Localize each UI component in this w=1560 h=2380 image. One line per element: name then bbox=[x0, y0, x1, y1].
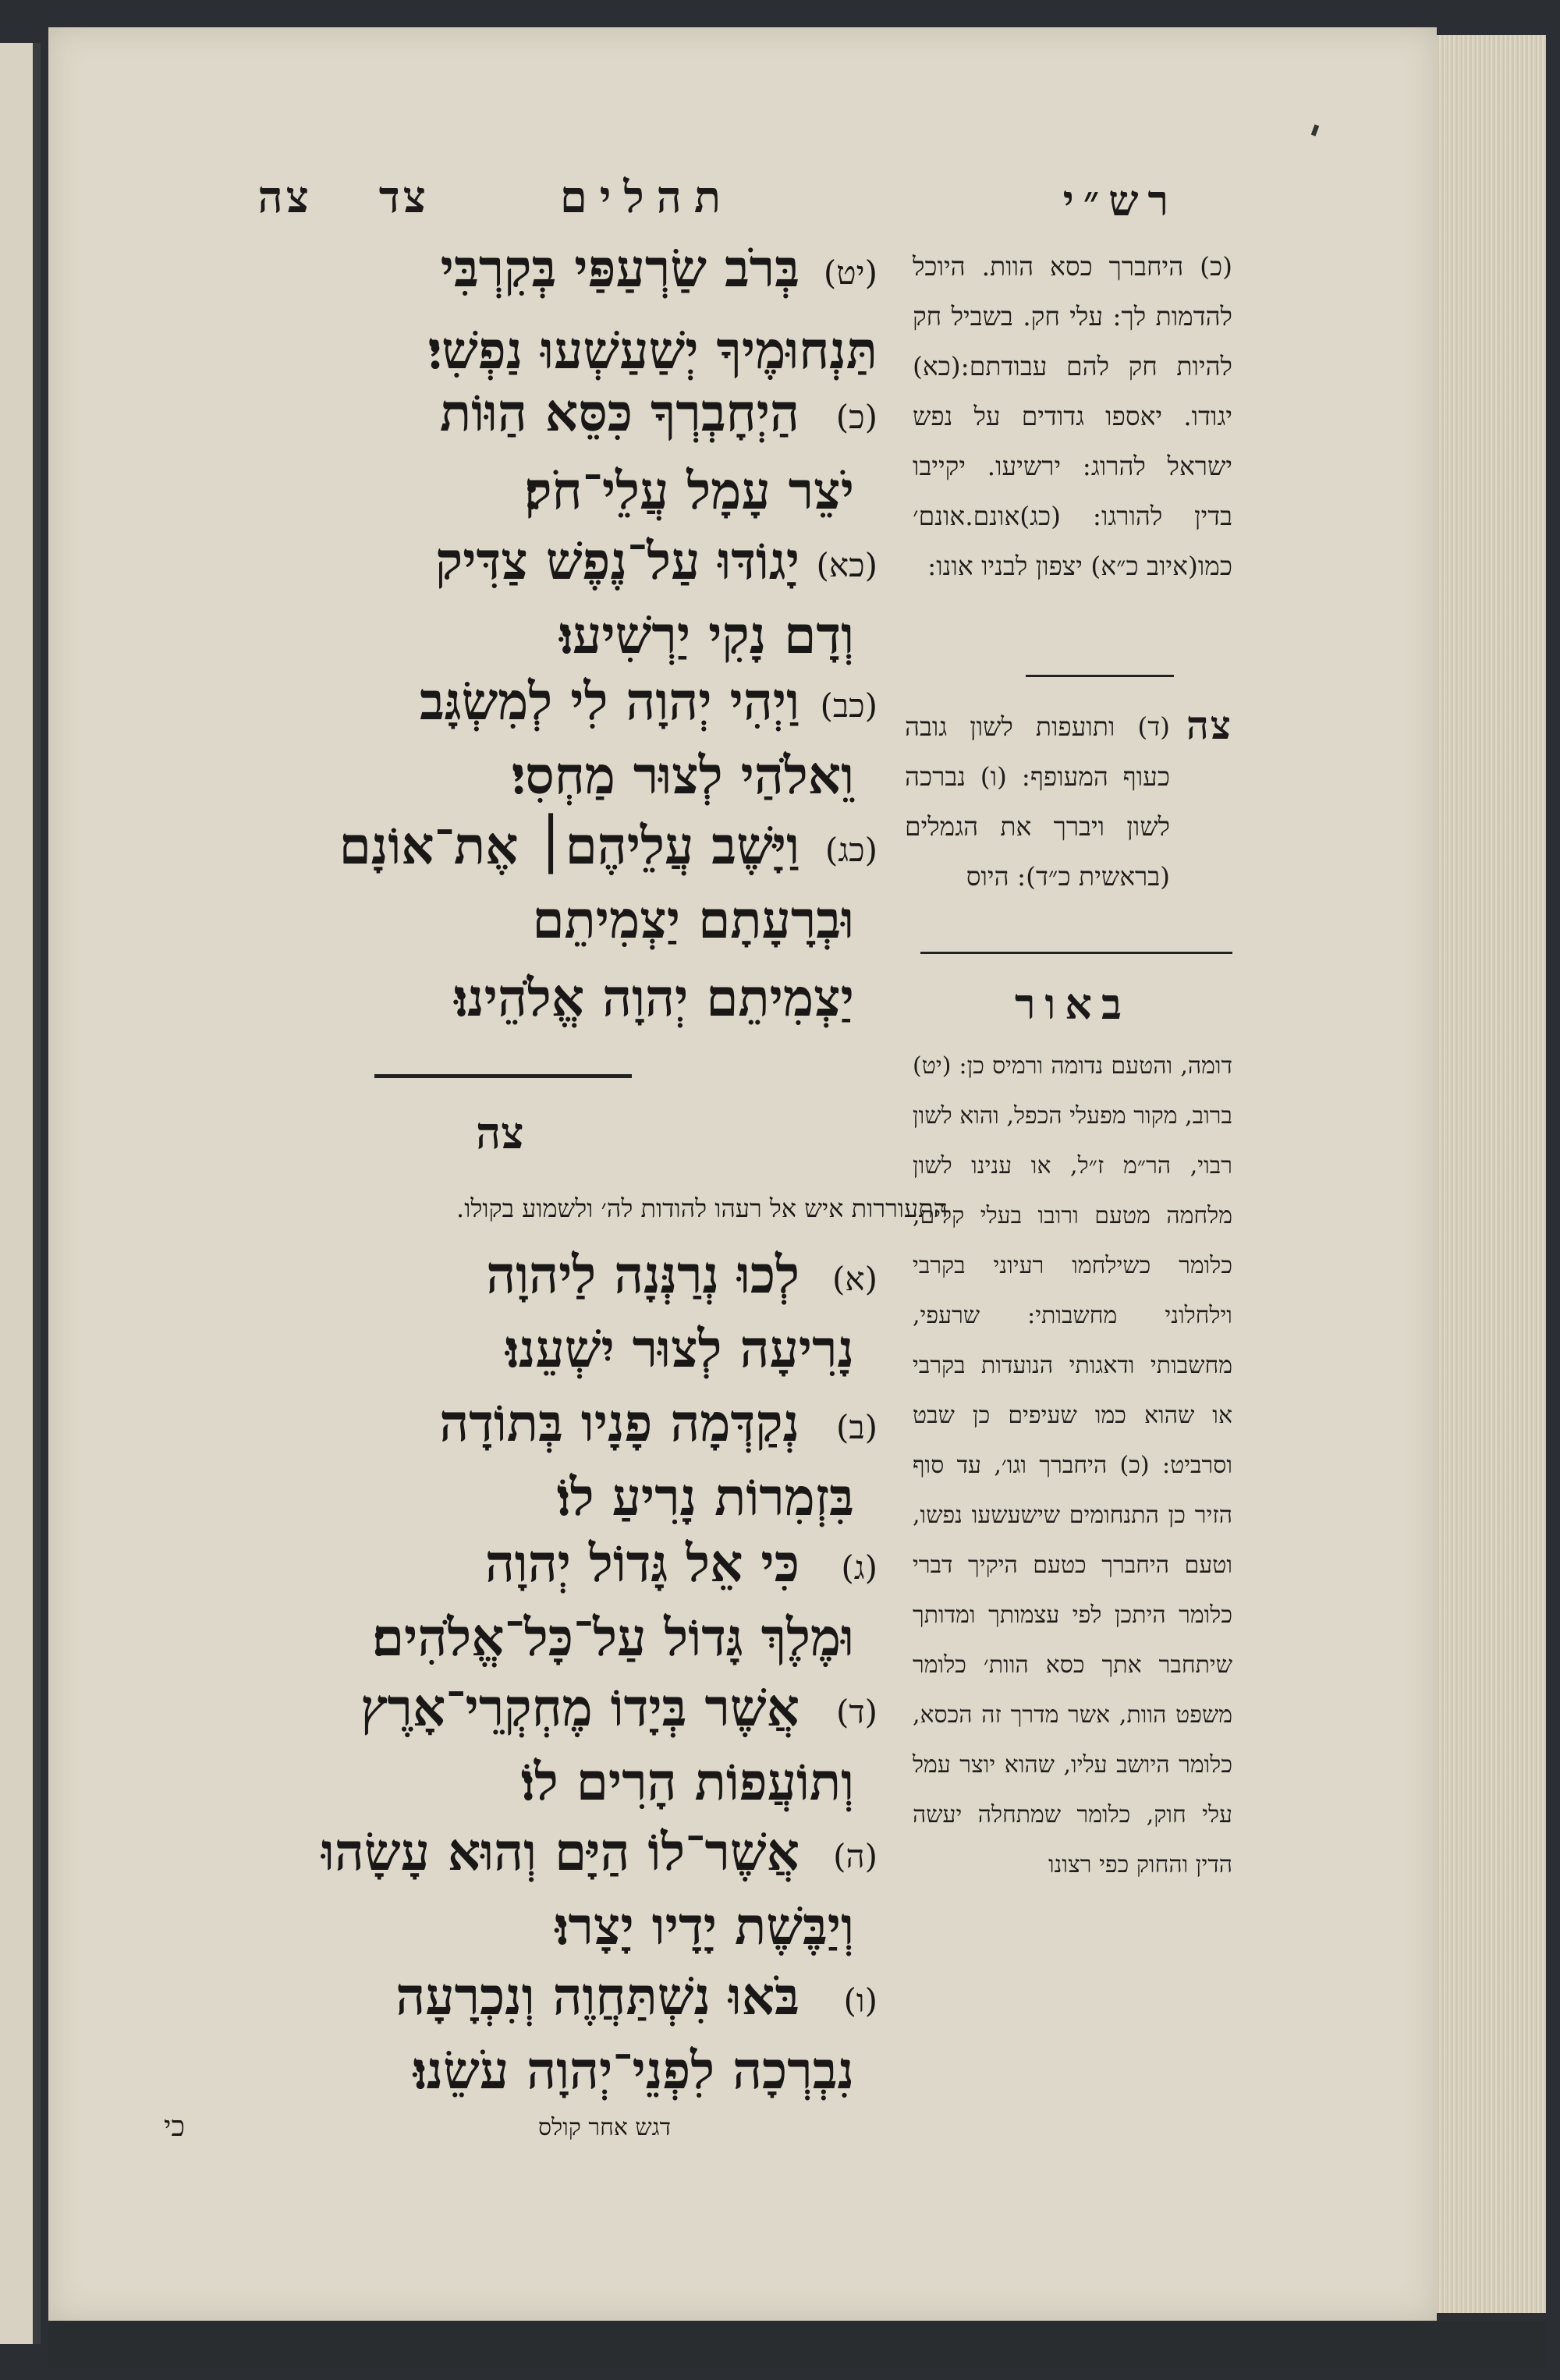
biur-commentary: דומה, והטעם נדומה ורמיס כן: (יט) ברוב, מקור מפעלי הכפל, והוא לשון רבוי, הר״מ ז״ל, או ענינו לשון מלחמה מטעם ורובו בעלי קלים, כלומר כשילחמו רעיוני בקרבי וילחלוני מחשבותי: שרעפי, מחשבותי ודאגותי הנועדות בקרבי או שהוא כמו שעיפים כן שבט וסרביט: (כ) היחברך וגו׳, עד סוף הזיר כן התנחומים שישעשעו נפשו, וטעם היחברך כטעם היקיך דברי כלומר היתכן לפי עצמותך ומדותך שיתחבר אתך כסא הוות׳ כלומר משפט הוות, אשר מדרך זה הכסא, כלומר היושב עליו, שהוא יוצר עמל עלי חוק, כלומר שמתחלה יעשה הדין והחוק כפי רצונו bbox=[913, 1052, 1232, 1878]
rashi-psalm-label: צה bbox=[1186, 702, 1232, 748]
verse-line: בֹּאוּ נִשְׁתַּחֲוֶה וְנִכְרָעָה bbox=[395, 1966, 800, 2027]
verse-number: (כג) bbox=[824, 831, 878, 869]
verse-line: תַּנְחוּמֶיךָ יְשַׁעַשְׁעוּ נַפְשִׁי׃ bbox=[427, 320, 878, 381]
verse-number: (כ) bbox=[835, 398, 878, 436]
verse-number: (כב) bbox=[820, 686, 878, 725]
verse-line: אֲשֶׁר בְּיָדוֹ מֶחְקְרֵי־אָרֶץ bbox=[360, 1677, 800, 1738]
rashi-heading: רש״י bbox=[1062, 176, 1178, 225]
rashi-commentary-2: (ד) ותועפות לשון גובה כעוף המעופף: (ו) נברכה לשון ויברך את הגמלים (בראשית כ״ד): היוס bbox=[905, 711, 1170, 892]
psalm-intro: התעוררות איש אל רעהו להודות לה׳ ולשמוע בקולו. bbox=[456, 1194, 948, 1223]
verse-line: יָגוֹדּוּ עַל־נֶפֶשׁ צַדִּיק bbox=[434, 530, 800, 591]
binding-gutter bbox=[33, 43, 41, 2344]
verse-number: (ג) bbox=[841, 1548, 878, 1587]
verse-number: (ה) bbox=[833, 1837, 878, 1875]
verse-line: בִּזְמִרוֹת נָרִיעַ לוֹ׃ bbox=[556, 1467, 854, 1527]
verse-line: וְדָם נָקִי יַרְשִׁיעוּ׃ bbox=[559, 605, 854, 665]
verse-line: וּבְרָעָתָם יַצְמִיתֵם bbox=[532, 889, 854, 950]
verse-line: הַיְחָבְרְךָ כִּסֵּא הַוּוֹת bbox=[439, 382, 800, 443]
verse-line: וֵאלֹהַי לְצוּר מַחְסִי׃ bbox=[511, 745, 854, 806]
verse-line: וַיְהִי יְהוָה לִי לְמִשְׂגָּב bbox=[419, 671, 800, 732]
verse-number: (יט) bbox=[823, 254, 878, 292]
verse-number: (ד) bbox=[836, 1693, 878, 1731]
psalm-number: צה bbox=[476, 1108, 524, 1159]
rashi-commentary: (כ) היחברך כסא הוות. היוכל להדמות לך: עלי חק. בשביל חק להיות חק להם עבודתם:(כא) יגודו. יאספו גדודים על נפש ישראל להרוג: ירשיעו. יקייבו בדין להורגו: (כג)אונם.אונם׳ כמו(איוב כ״א) יצפון לבניו אונו: bbox=[913, 251, 1232, 581]
page-stack-edges bbox=[1437, 35, 1546, 2313]
verse-number: (ב) bbox=[835, 1408, 878, 1446]
commentary-divider bbox=[1026, 675, 1174, 677]
verse-line: נְקַדְּמָה פָנָיו בְּתוֹדָה bbox=[439, 1392, 800, 1453]
verse-line: יַצְמִיתֵם יְהוָה אֱלֹהֵינוּ׃ bbox=[454, 967, 854, 1028]
bottom-shadow bbox=[48, 2321, 1546, 2368]
verse-line: בְּרֹב שַׂרְעַפַּי בְּקִרְבִּי bbox=[440, 238, 800, 299]
section-divider bbox=[374, 1074, 632, 1078]
verse-line: וְיַבֶּשֶׁת יָדָיו יָצָרוּ׃ bbox=[555, 1896, 854, 1956]
book-title: תהלים bbox=[559, 172, 733, 223]
commentary-divider bbox=[920, 952, 1232, 954]
verse-number: (ו) bbox=[843, 1981, 878, 2020]
verse-line: נָרִיעָה לְצוּר יִשְׁעֵנוּ׃ bbox=[505, 1318, 854, 1379]
catchword: דגש אחר קולס bbox=[538, 2114, 671, 2141]
verse-line: נִבְרְכָה לִפְנֵי־יְהוָה עֹשֵׂנוּ׃ bbox=[413, 2040, 854, 2101]
chapter-number-a: צד bbox=[378, 172, 429, 223]
biur-heading: באור bbox=[1014, 979, 1131, 1029]
verse-line: וַיָּשֶׁב עֲלֵיהֶם׀ אֶת־אוֹנָם bbox=[339, 815, 800, 876]
verse-number: (א) bbox=[832, 1260, 878, 1298]
verse-number: (כא) bbox=[816, 546, 878, 584]
chapter-number-b: צה bbox=[257, 172, 312, 223]
signature-mark: כי bbox=[164, 2111, 186, 2143]
left-page-edge bbox=[0, 43, 41, 2344]
verse-line: יֹצֵר עָמָל עֲלֵי־חֹק׃ bbox=[524, 460, 854, 521]
verse-line: אֲשֶׁר־לוֹ הַיָּם וְהוּא עָשָׂהוּ bbox=[321, 1821, 800, 1882]
verse-line: וּמֶלֶךְ גָּדוֹל עַל־כָּל־אֱלֹהִים׃ bbox=[371, 1607, 854, 1668]
verse-line: וְתוֹעֲפוֹת הָרִים לוֹ׃ bbox=[520, 1751, 854, 1812]
running-header bbox=[234, 172, 733, 226]
verse-line: כִּי אֵל גָּדוֹל יְהוָה bbox=[484, 1533, 800, 1594]
verse-line: לְכוּ נְרַנְּנָה לַיהוָה bbox=[486, 1244, 800, 1305]
